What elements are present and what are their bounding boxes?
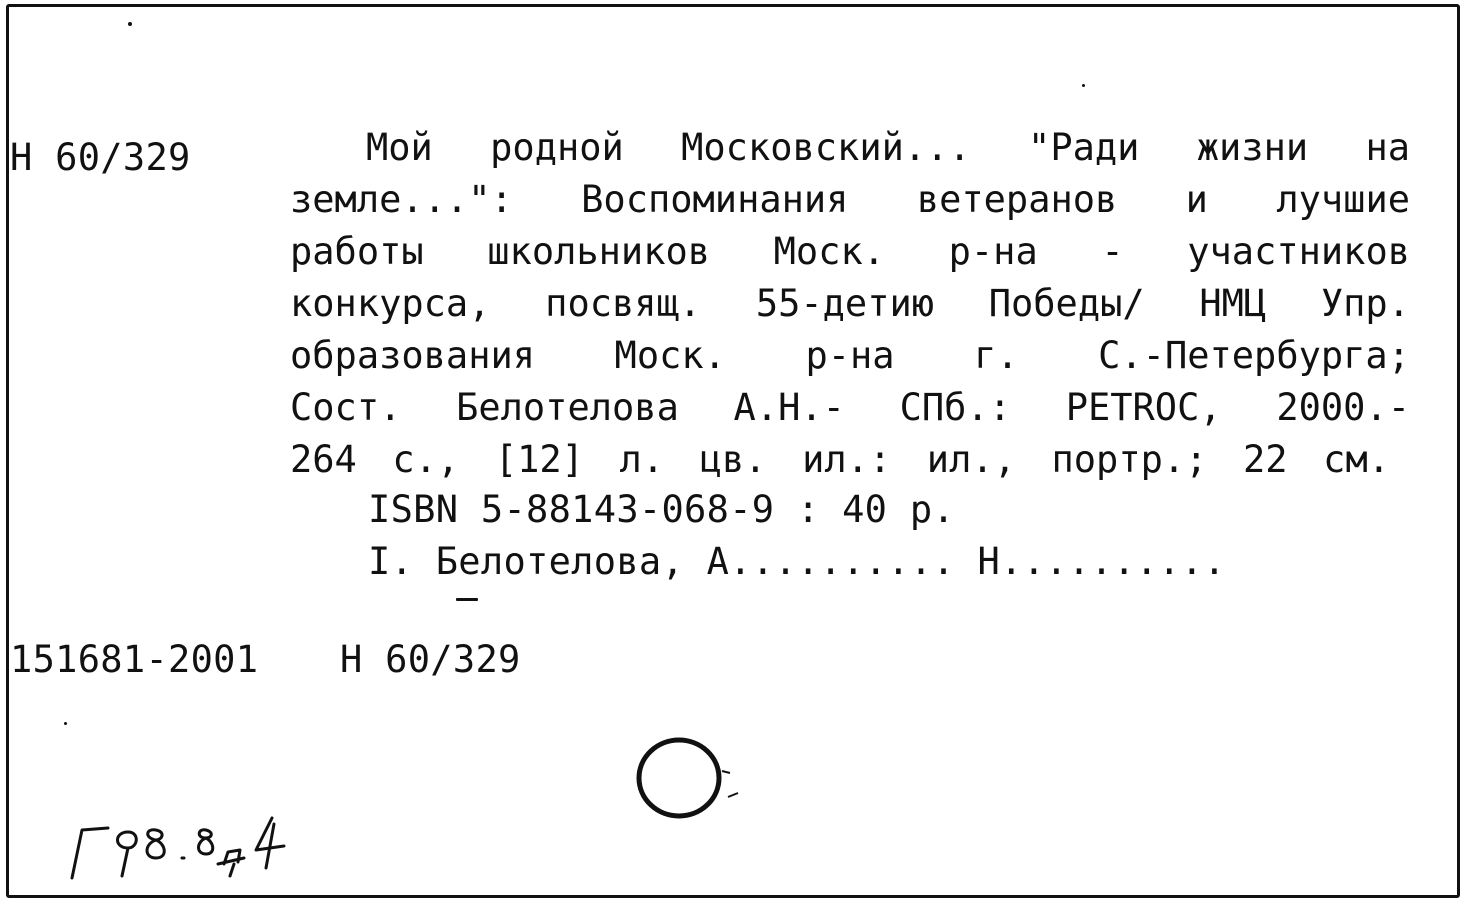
speck-dot — [64, 722, 67, 725]
title-line-4: конкурса, посвящ. 55-детию Победы/ НМЦ Упр. — [290, 282, 1410, 325]
title-line-2: земле...": Воспоминания ветеранов и лучшие — [290, 178, 1410, 221]
title-line-5: образования Моск. р-на г. С.-Петербурга; — [290, 334, 1410, 377]
title-line-1: Мой родной Московский... "Ради жизни на — [366, 126, 1410, 169]
title-line-3: работы школьников Моск. р-на - участников — [290, 230, 1410, 273]
title-line-6: Сост. Белотелова А.Н.- СПб.: PETROC, 2000.- — [290, 386, 1410, 429]
added-entry-line: I. Белотелова, А.......... Н.......... — [368, 540, 1226, 583]
isbn-line: ISBN 5-88143-068-9 : 40 р. — [368, 488, 955, 531]
shelf-mark: Н 60/329 — [10, 136, 191, 179]
speck-dot — [1082, 84, 1085, 87]
title-line-7: 264 с., [12] л. цв. ил.: ил., портр.; 22 см. — [290, 438, 1390, 481]
shelf-mark-bottom: Н 60/329 — [340, 638, 521, 681]
speck-mark — [456, 598, 478, 601]
accession-number: 151681-2001 — [10, 638, 259, 681]
speck-dot — [128, 22, 132, 26]
handwritten-classification-mark — [58, 808, 298, 888]
punch-hole-icon — [632, 735, 742, 825]
